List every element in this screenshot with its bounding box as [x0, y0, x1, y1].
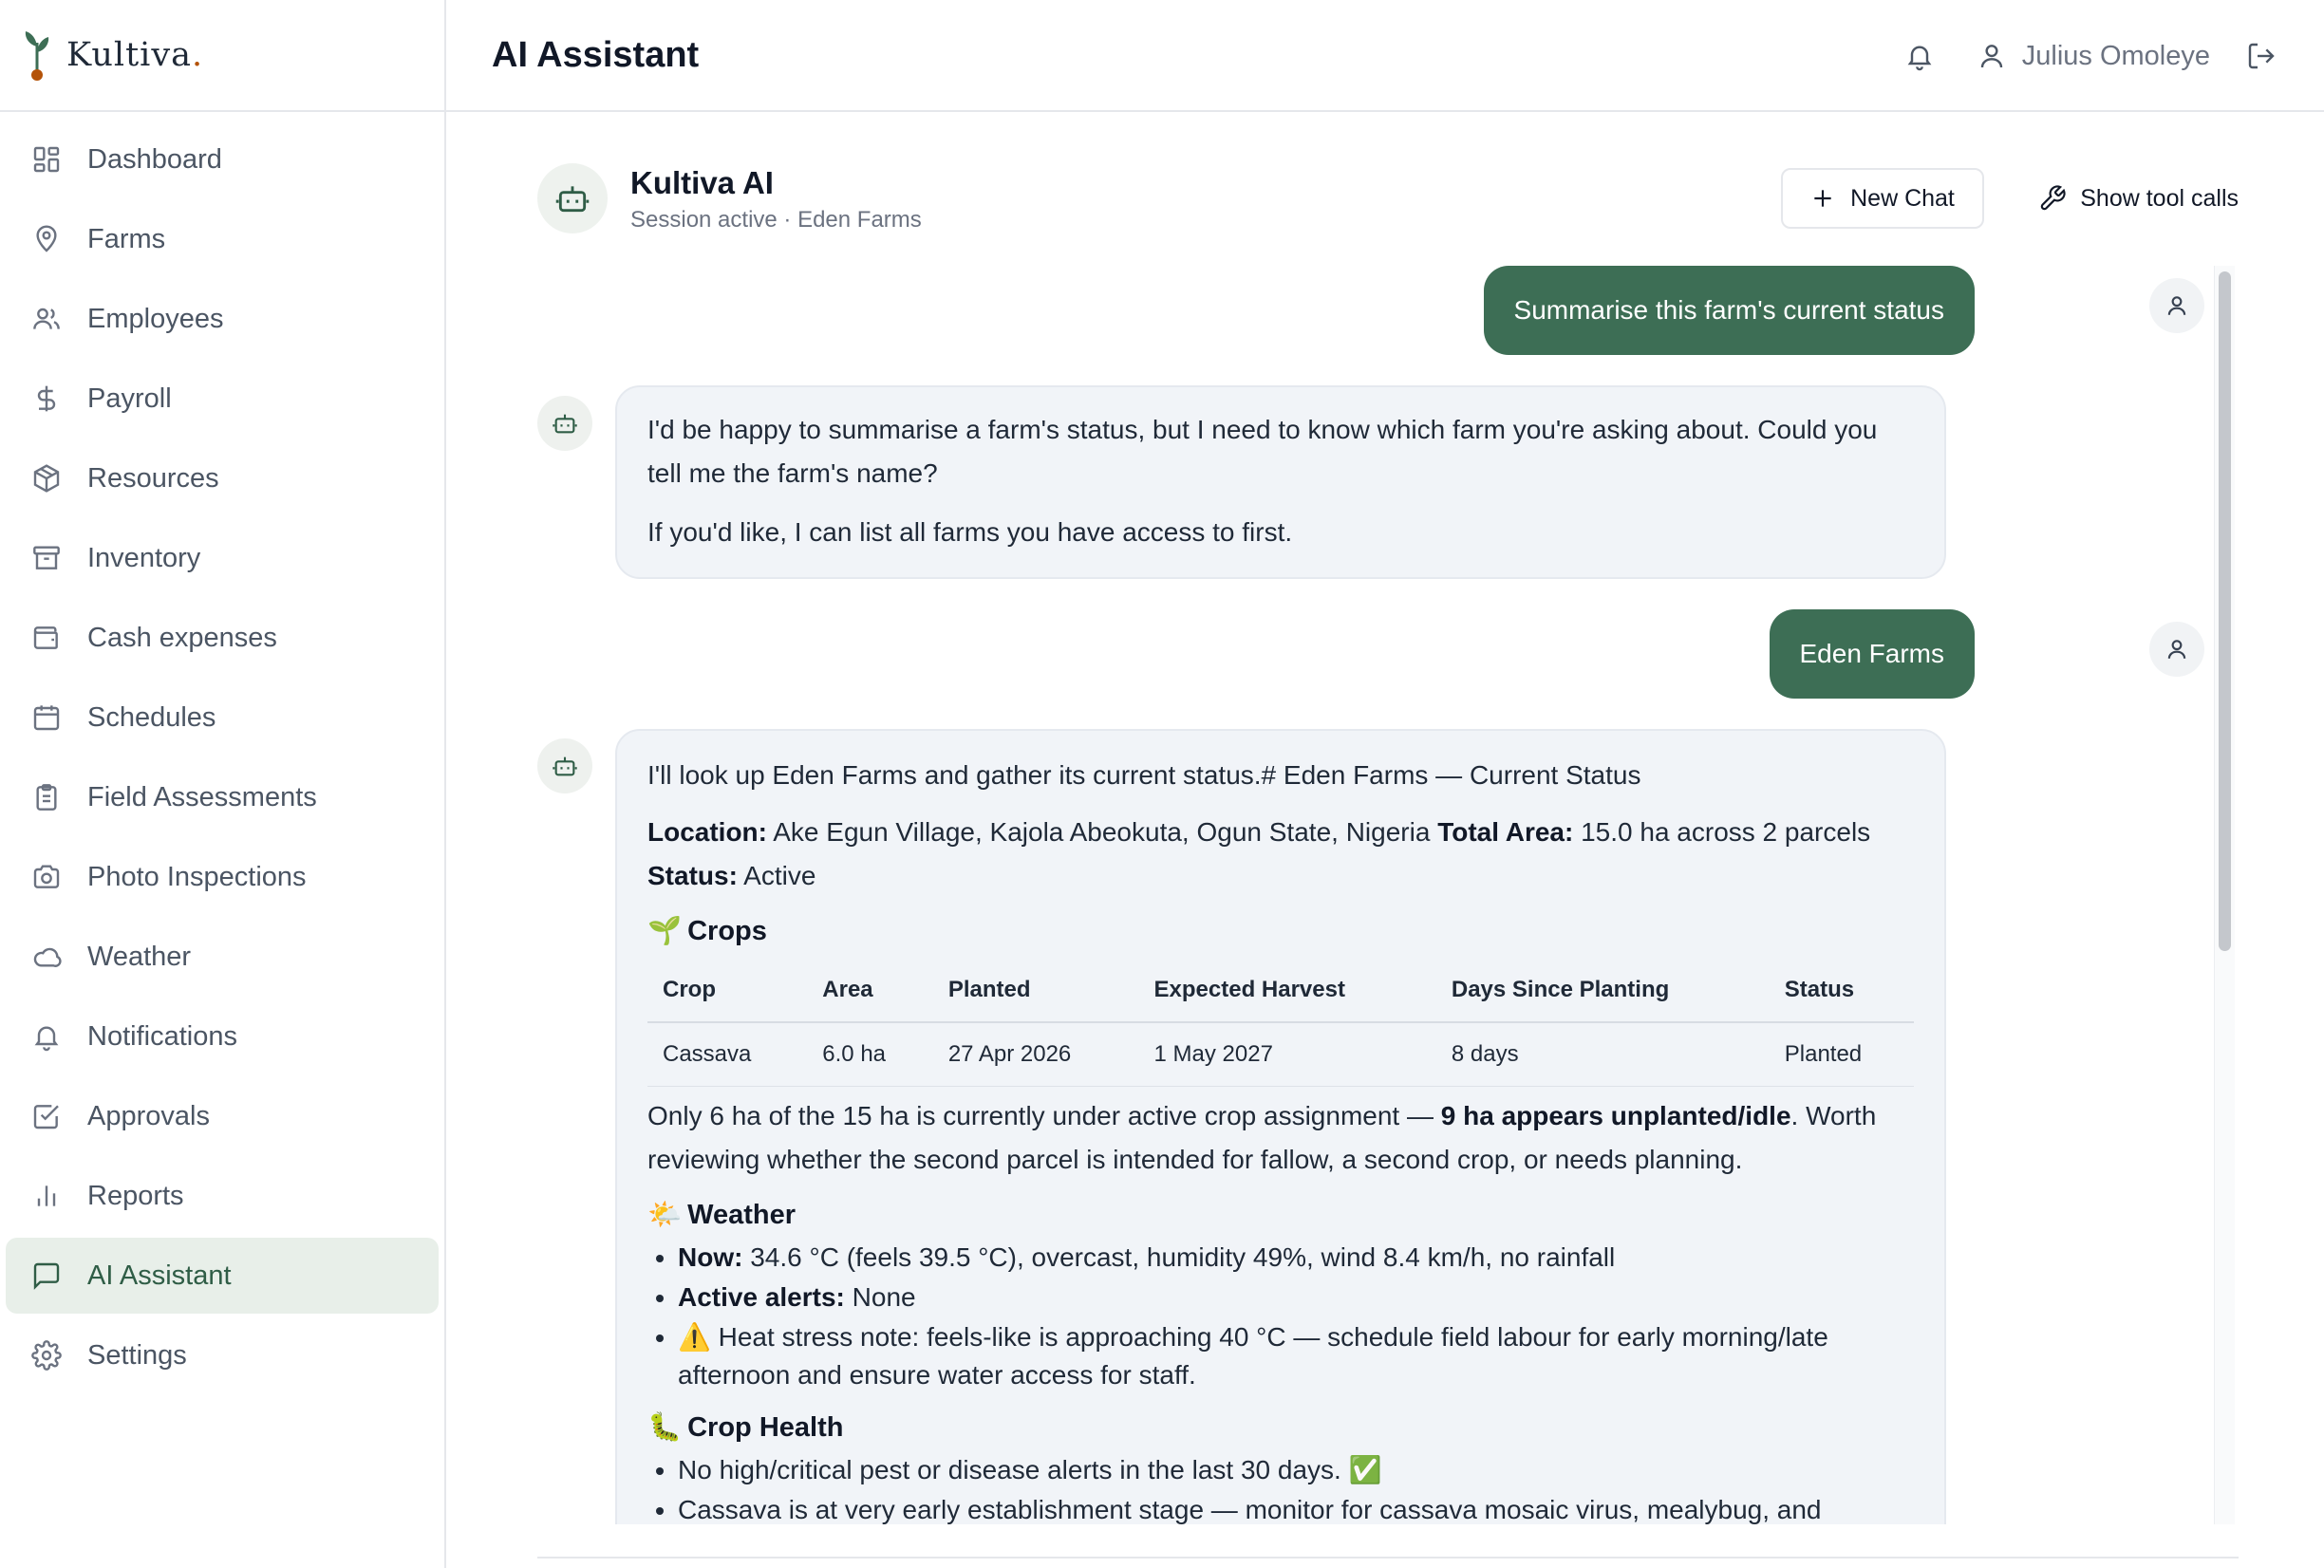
- sidebar-item-label: Settings: [87, 1339, 187, 1371]
- table-cell: Planted: [1770, 1022, 1914, 1087]
- message-square-icon: [30, 1260, 63, 1292]
- sidebar-item-label: Approvals: [87, 1100, 210, 1131]
- sidebar-item-label: Cash expenses: [87, 622, 277, 653]
- sidebar-item-label: Farms: [87, 223, 166, 254]
- table-cell: 27 Apr 2026: [933, 1022, 1139, 1087]
- crop-health-heading: 🐛 Crop Health: [647, 1412, 844, 1443]
- bot-message: [615, 385, 1946, 579]
- header-actions: [1902, 0, 2278, 112]
- sidebar: [0, 0, 446, 1568]
- chat-scrollbar[interactable]: [2214, 266, 2235, 1524]
- users-icon: [30, 303, 63, 335]
- sidebar-item-label: AI Assistant: [87, 1260, 232, 1291]
- area-label: Total Area:: [1437, 817, 1574, 847]
- bell-icon[interactable]: [1902, 39, 1937, 73]
- sidebar-item-schedules[interactable]: [6, 680, 439, 756]
- sidebar-item-label: Reports: [87, 1180, 184, 1211]
- plus-icon: [1810, 186, 1835, 211]
- camera-icon: [30, 861, 63, 893]
- archive-icon: [30, 542, 63, 574]
- divider: [537, 1557, 2239, 1559]
- table-header: Expected Harvest: [1139, 959, 1436, 1022]
- bot-message-text: If you'd like, I can list all farms you have access to first.: [647, 517, 1293, 547]
- table-header: Days Since Planting: [1436, 959, 1770, 1022]
- sidebar-item-photo-inspections[interactable]: [6, 839, 439, 915]
- table-header: Crop: [647, 959, 807, 1022]
- crops-table: [647, 959, 1914, 1087]
- new-chat-label: New Chat: [1850, 184, 1955, 212]
- sidebar-item-label: Dashboard: [87, 143, 222, 175]
- table-header: Status: [1770, 959, 1914, 1022]
- chat-header: [537, 161, 2239, 237]
- user-avatar-icon: [2149, 278, 2204, 333]
- chat-messages: [537, 266, 2239, 1524]
- bot-icon: [537, 163, 608, 233]
- wallet-icon: [30, 622, 63, 654]
- sidebar-item-cash-expenses[interactable]: [6, 600, 439, 676]
- sidebar-item-label: Inventory: [87, 542, 201, 573]
- location-value: Ake Egun Village, Kajola Abeokuta, Ogun State, Nigeria: [773, 817, 1431, 847]
- table-cell: Cassava: [647, 1022, 807, 1087]
- table-header: Planted: [933, 959, 1139, 1022]
- sidebar-item-label: Employees: [87, 303, 224, 334]
- idle-land-note: Only 6 ha of the 15 ha is currently under active crop assignment — 9 ha appears unplanted/idle. Worth reviewing whether the second parcel is intended for fallow, a second crop, or needs planning.: [647, 1101, 1877, 1174]
- list-item: • Active alerts: None: [678, 1279, 1914, 1316]
- page-title: AI Assistant: [492, 34, 700, 75]
- sidebar-item-weather[interactable]: [6, 919, 439, 995]
- crop-health-list: [678, 1451, 1914, 1524]
- bar-chart-icon: [30, 1180, 63, 1212]
- list-item: • ⚠️ Heat stress note: feels-like is approaching 40 °C — schedule field labour for early morning/late afternoon and ensure water access for staff.: [678, 1318, 1914, 1394]
- user-avatar-icon: [2149, 622, 2204, 677]
- sidebar-item-ai-assistant[interactable]: [6, 1238, 439, 1314]
- map-pin-icon: [30, 223, 63, 255]
- list-item: • Now: 34.6 °C (feels 39.5 °C), overcast, humidity 49%, wind 8.4 km/h, no rainfall: [678, 1239, 1914, 1277]
- wrench-icon: [2038, 184, 2067, 213]
- sidebar-item-label: Weather: [87, 941, 192, 972]
- table-row: [647, 1022, 1914, 1087]
- bell-icon: [30, 1020, 63, 1053]
- sprout-logo-icon: [21, 28, 53, 83]
- cloud-icon: [30, 941, 63, 973]
- bot-message-text: I'd be happy to summarise a farm's status, but I need to know which farm you're asking about. Could you tell me the farm's name?: [647, 415, 1878, 488]
- brand-name: Kultiva.: [66, 36, 204, 74]
- sidebar-item-label: Field Assessments: [87, 781, 317, 812]
- status-value: Active: [743, 861, 816, 890]
- list-item: • Cassava is at very early establishment stage — monitor for cassava mosaic virus, mealybug, and: [678, 1491, 1914, 1524]
- sidebar-item-reports[interactable]: [6, 1158, 439, 1234]
- check-square-icon: [30, 1100, 63, 1132]
- table-header-row: [647, 959, 1914, 1022]
- chat-title: Kultiva AI: [630, 165, 774, 200]
- location-label: Location:: [647, 817, 767, 847]
- sidebar-item-dashboard[interactable]: [6, 121, 439, 197]
- sidebar-item-approvals[interactable]: [6, 1078, 439, 1154]
- sidebar-item-inventory[interactable]: [6, 520, 439, 596]
- dashboard-icon: [30, 143, 63, 176]
- sidebar-item-label: Photo Inspections: [87, 861, 307, 892]
- sidebar-item-settings[interactable]: [6, 1317, 439, 1393]
- weather-heading: 🌤️ Weather: [647, 1200, 796, 1230]
- new-chat-button[interactable]: [1781, 168, 1984, 229]
- bot-message: [615, 729, 1946, 1524]
- sun-cloud-icon: 🌤️: [647, 1200, 683, 1230]
- user-message: Eden Farms: [1770, 609, 1976, 699]
- brand[interactable]: [0, 0, 444, 112]
- bot-message-intro: I'll look up Eden Farms and gather its current status.# Eden Farms — Current Status: [647, 760, 1641, 790]
- sidebar-item-field-assessments[interactable]: [6, 759, 439, 835]
- sidebar-item-payroll[interactable]: [6, 361, 439, 437]
- sidebar-item-label: Resources: [87, 462, 219, 494]
- sidebar-item-resources[interactable]: [6, 440, 439, 516]
- farm-summary: [647, 811, 1914, 898]
- list-item: • No high/critical pest or disease alerts in the last 30 days. ✅: [678, 1451, 1914, 1489]
- user-name[interactable]: Julius Omoleye: [2021, 40, 2210, 71]
- table-cell: 1 May 2027: [1139, 1022, 1436, 1087]
- weather-list: [678, 1239, 1914, 1394]
- chat-subtitle: Session active · Eden Farms: [630, 207, 922, 233]
- sidebar-item-employees[interactable]: [6, 281, 439, 357]
- table-cell: 8 days: [1436, 1022, 1770, 1087]
- sidebar-item-label: Payroll: [87, 383, 172, 414]
- table-header: Area: [807, 959, 933, 1022]
- gear-icon: [30, 1339, 63, 1372]
- calendar-icon: [30, 701, 63, 734]
- show-tool-calls-label: Show tool calls: [2080, 184, 2239, 212]
- user-icon: [1975, 39, 2009, 73]
- table-cell: 6.0 ha: [807, 1022, 933, 1087]
- bot-avatar-icon: [537, 738, 592, 793]
- sidebar-item-label: Notifications: [87, 1020, 237, 1052]
- sidebar-nav: [0, 112, 444, 1393]
- bot-avatar-icon: [537, 396, 592, 451]
- package-icon: [30, 462, 63, 495]
- area-value: 15.0 ha across 2 parcels: [1581, 817, 1871, 847]
- bug-icon: 🐛: [647, 1412, 683, 1443]
- user-message: Summarise this farm's current status: [1484, 266, 1975, 355]
- clipboard-icon: [30, 781, 63, 813]
- status-label: Status:: [647, 861, 738, 890]
- sidebar-item-notifications[interactable]: [6, 999, 439, 1074]
- scrollbar-thumb[interactable]: [2219, 271, 2231, 951]
- logout-icon[interactable]: [2244, 39, 2278, 73]
- top-header: [446, 0, 2324, 112]
- show-tool-calls-button[interactable]: [2011, 168, 2239, 229]
- dollar-icon: [30, 383, 63, 415]
- sidebar-item-label: Schedules: [87, 701, 216, 733]
- seedling-icon: 🌱: [647, 916, 683, 946]
- sidebar-item-farms[interactable]: [6, 201, 439, 277]
- crops-heading: 🌱 Crops: [647, 916, 767, 946]
